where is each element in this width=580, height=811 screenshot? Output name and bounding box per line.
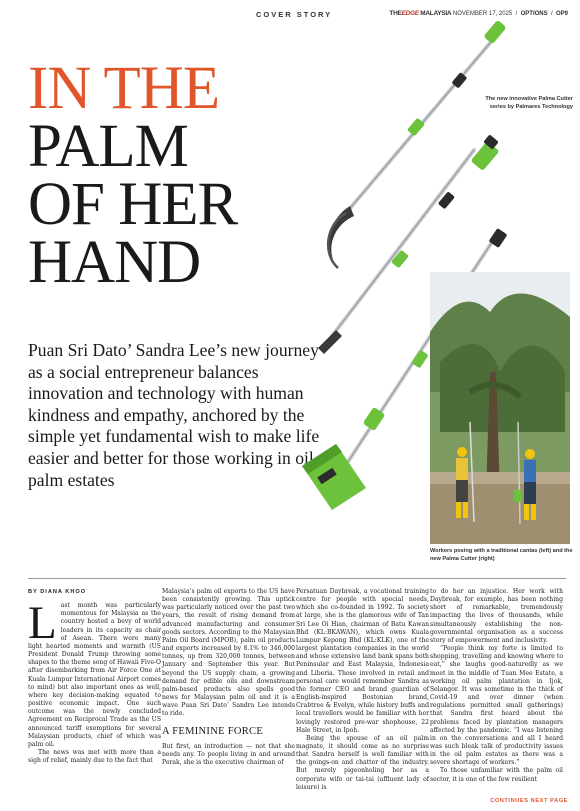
headline-line-4: HAND [28, 229, 201, 296]
issue-date: NOVEMBER 17, 2025 [452, 11, 513, 17]
headline-line-3: OF HER [28, 171, 238, 238]
paragraph: To those unfamiliar with the palm oil sector, it is one of the few resilient [430, 767, 563, 783]
article-column-1 [28, 588, 161, 765]
folio: THEEDGE MALAYSIA NOVEMBER 17, 2025 / OPTIONS / OP9 [389, 10, 568, 17]
tools-caption: The new innovative Palma Cutter series by Palmares Technology [485, 96, 573, 110]
section-right: OPTIONS [520, 11, 548, 17]
tool-1 [328, 20, 507, 268]
paragraph: Being the spouse of an oil palm magnate, it should come as no surprise that Sandra herself is well familiar with the goings-on and chatter of the industry. But merely pigeonholing her as a corporate wife or tai-tai (affluent lady of leisure) is [296, 734, 429, 791]
pub-country: MALAYSIA [420, 10, 452, 17]
article-column-4 [430, 588, 563, 784]
publication-logo [389, 10, 451, 17]
page-number: OP9 [555, 11, 568, 17]
photo-caption: Workers posing with a traditional cantas (left) and the new Palma Cutter (right) [430, 548, 573, 562]
section-label: COVER STORY [256, 10, 333, 19]
paragraph: ast month was particularly momentous for Malaysia as the country hosted a bevy of world leaders in its capacity as chair of Asean. There were many light hearted moments and warmth (US President Donald Trump throwing some shapes to the theme song of Hawaii Five-O after disembarking from Air Force One at Kuala Lumpur International Airport comes to mind) but also important ones as well, where key decision-making equated to positive economic impact. One such outcome was the newly concluded Agreement on Reciprocal Trade as the US announced tariff exemptions for several Malaysian products, chief of which was palm oil. [28, 602, 161, 748]
article-column-2 [162, 588, 295, 767]
estate-workers-photo [430, 272, 570, 544]
paragraph: The news was met with more than a sigh of relief, mainly due to the fact that [28, 748, 161, 765]
standfirst: Puan Sri Dato’ Sandra Lee’s new journey as a social entrepreneur balances innovation and technology with human kindness and empathy, anchored by the simple yet fundamental wish to make life easier and better for those working in oil palm estates [28, 340, 320, 490]
lead-paragraph [28, 597, 161, 749]
paragraph: But first, an introduction — not that she needs any. To people living in and around Perak, she is the executive chairman of [162, 742, 295, 766]
subheading: A FEMININE FORCE [162, 725, 264, 737]
paragraph: Malaysia’s palm oil exports to the US have been consistently growing. This uptick was particularly noticed over the past two years, the result of rising demand from advanced manufacturing and consumer goods sectors. According to the Malaysian Palm Oil Board (MPOB), palm oil products and exports increased by 8.1% to 346,000 tonnes, up from 320,000 tonnes, between January and September this year. But beyond the US supply chain, a growing demand for edible oils and downstream palm-based products also spells good news for Malaysian palm oil and it is a wave Puan Sri Dato’ Sandra Lee intends to ride. [162, 588, 295, 718]
headline [28, 55, 238, 296]
byline: BY DIANA KHOO [28, 589, 87, 595]
headline-line-1: IN THE [28, 55, 220, 122]
continues-next-page: CONTINUES NEXT PAGE [490, 798, 568, 804]
paragraph: Persatuan Daybreak, a vocational training centre for people with special needs, which she co-founded in 1992. To society at large, she is the glamorous wife of Tan Sri Lee Oi Hian, chairman of Batu Kawan Bhd (KL:BKAWAN), which owns Kuala Lumpur Kepong Bhd (KL:KLK), one of the largest plantation companies in the world and whose extensive land bank spans both Peninsular and East Malaysia, Indonesia and Liberia. Those involved in retail and personal care would remember Sandra as the former CEO and brand guardian of English-inspired Bostonian brand, Crabtree & Evelyn, while history buffs and local travellers would be familiar with her lovingly restored pre-war shophouse, 22 Hale Street, in Ipoh. [296, 588, 429, 734]
drop-cap: L [28, 597, 57, 650]
pub-name: EDGE [401, 10, 419, 17]
paragraph: “People think my forte is limited to shopping, travelling and knowing where to eat,” she laughs good-naturedly as we meet in the middle of Tuan Mee Estate, a working oil palm plantation in Ijok, Selangor. It was sometime in the thick of Covid-19 and over dinner (when regulations permitted small gatherings) that Sandra first heard about the problems faced by plantation managers affected by the pandemic. “I was listening in on the conversations and all I heard was such bleak talk of productivity issues in the oil palm estates as there was a severe shortage of workers.” [430, 645, 563, 767]
divider [28, 578, 566, 579]
headline-line-2: PALM [28, 113, 188, 180]
article-column-3 [296, 588, 429, 792]
pub-prefix: THE [389, 10, 402, 17]
paragraph: to do her an injustice. Her work with Daybreak, for example, has been nothing short of remarkable, tremendously impacting the lives of thousands, while simultaneously establishing the non-governmental organisation as a success story of empowerment and inclusivity. [430, 588, 563, 644]
